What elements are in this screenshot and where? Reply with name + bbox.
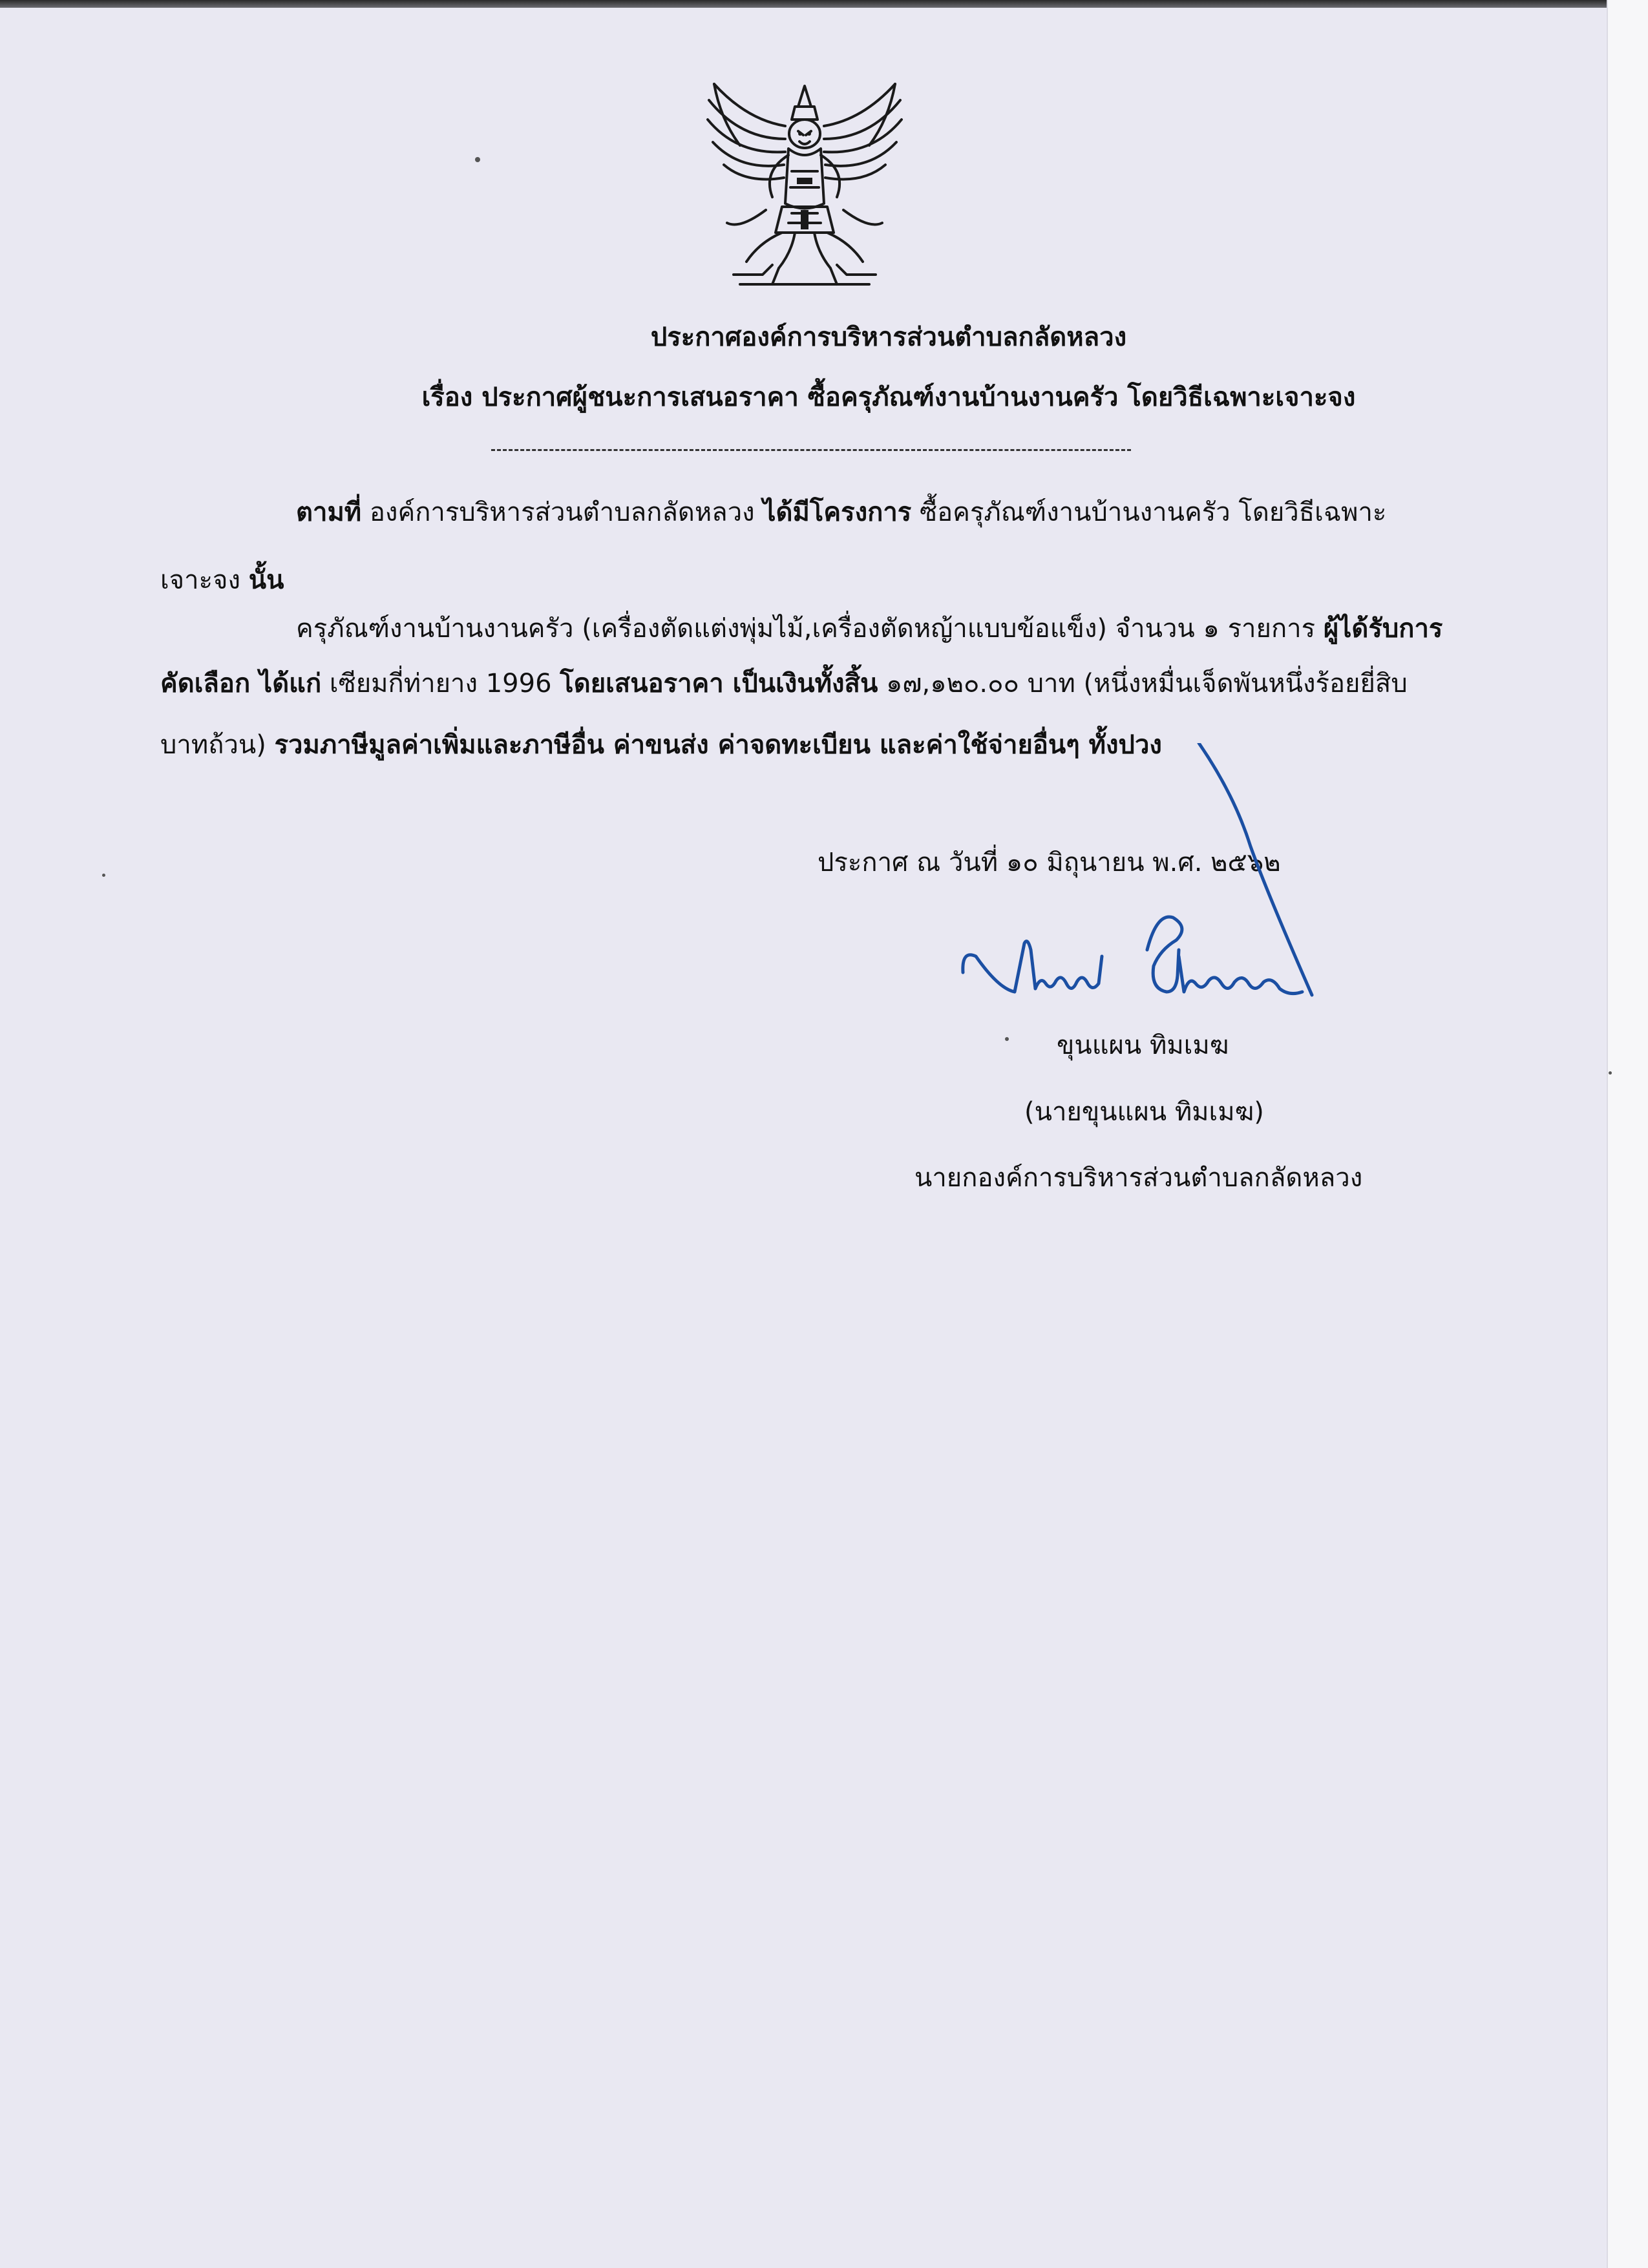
para2-terms: รวมภาษีมูลค่าเพิ่มและภาษีอื่น ค่าขนส่ง ค่าจดทะเบียน และค่าใช้จ่ายอื่นๆ ทั้งปวง: [274, 730, 1162, 760]
para2-item: ครุภัณฑ์งานบ้านงานครัว (เครื่องตัดแต่งพุ่มไม้,เครื่องตัดหญ้าแบบข้อแข็ง) จำนวน ๑ รายการ: [296, 614, 1324, 644]
scan-speck: [1609, 1071, 1612, 1075]
para2-selected-a: ผู้ได้รับการ: [1323, 614, 1443, 644]
para2-amount: ๑๗,๑๒๐.๐๐ บาท (หนึ่งหมื่นเจ็ดพันหนึ่งร้อยยี่สิบ: [878, 669, 1408, 698]
announcement-subject: เรื่อง ประกาศผู้ชนะการเสนอราคา ซื้อครุภัณฑ์งานบ้านงานครัว โดยวิธีเฉพาะเจาะจง: [421, 383, 1356, 412]
dashed-divider: [491, 449, 1131, 451]
scan-top-edge: [0, 0, 1648, 8]
para2-offer: โดยเสนอราคา เป็นเงินทั้งสิ้น: [560, 669, 878, 698]
signer-name: ขุนแผน ทิมเมฆ: [1057, 1031, 1229, 1060]
signer-position: นายกองค์การบริหารส่วนตำบลกลัดหลวง: [914, 1163, 1363, 1193]
handwritten-signature: [944, 743, 1325, 1014]
scan-speck: [102, 874, 105, 877]
paragraph-2-line-1: [296, 607, 1442, 649]
para1-lead: ตามที่: [296, 498, 362, 527]
para1-project: ซื้อครุภัณฑ์งานบ้านงานครัว โดยวิธีเฉพาะ: [911, 498, 1387, 527]
para2-amount-end: บาทถ้วน): [160, 730, 275, 760]
paragraph-1-line-1: [296, 491, 1386, 532]
paragraph-1-line-2: [160, 559, 284, 600]
signer-full-name: (นายขุนแผน ทิมเมฆ): [1024, 1097, 1264, 1127]
para2-selected-b: คัดเลือก ได้แก่: [160, 669, 322, 698]
garuda-emblem-icon: [701, 81, 908, 294]
para1-cont: เจาะจง: [160, 565, 249, 595]
scan-speck: [1005, 1037, 1009, 1041]
scan-speck: [475, 157, 480, 162]
announcement-title: ประกาศองค์การบริหารส่วนตำบลกลัดหลวง: [650, 322, 1127, 352]
para1-org: องค์การบริหารส่วนตำบลกลัดหลวง: [361, 498, 763, 527]
announcement-date: ประกาศ ณ วันที่ ๑๐ มิถุนายน พ.ศ. ๒๕๖๒: [818, 848, 1281, 877]
para1-end: นั้น: [248, 565, 284, 595]
para2-vendor: เซียมกี่ท่ายาง 1996: [321, 669, 560, 698]
paragraph-2-line-2: [160, 662, 1408, 704]
para1-mid: ได้มีโครงการ: [763, 498, 912, 527]
